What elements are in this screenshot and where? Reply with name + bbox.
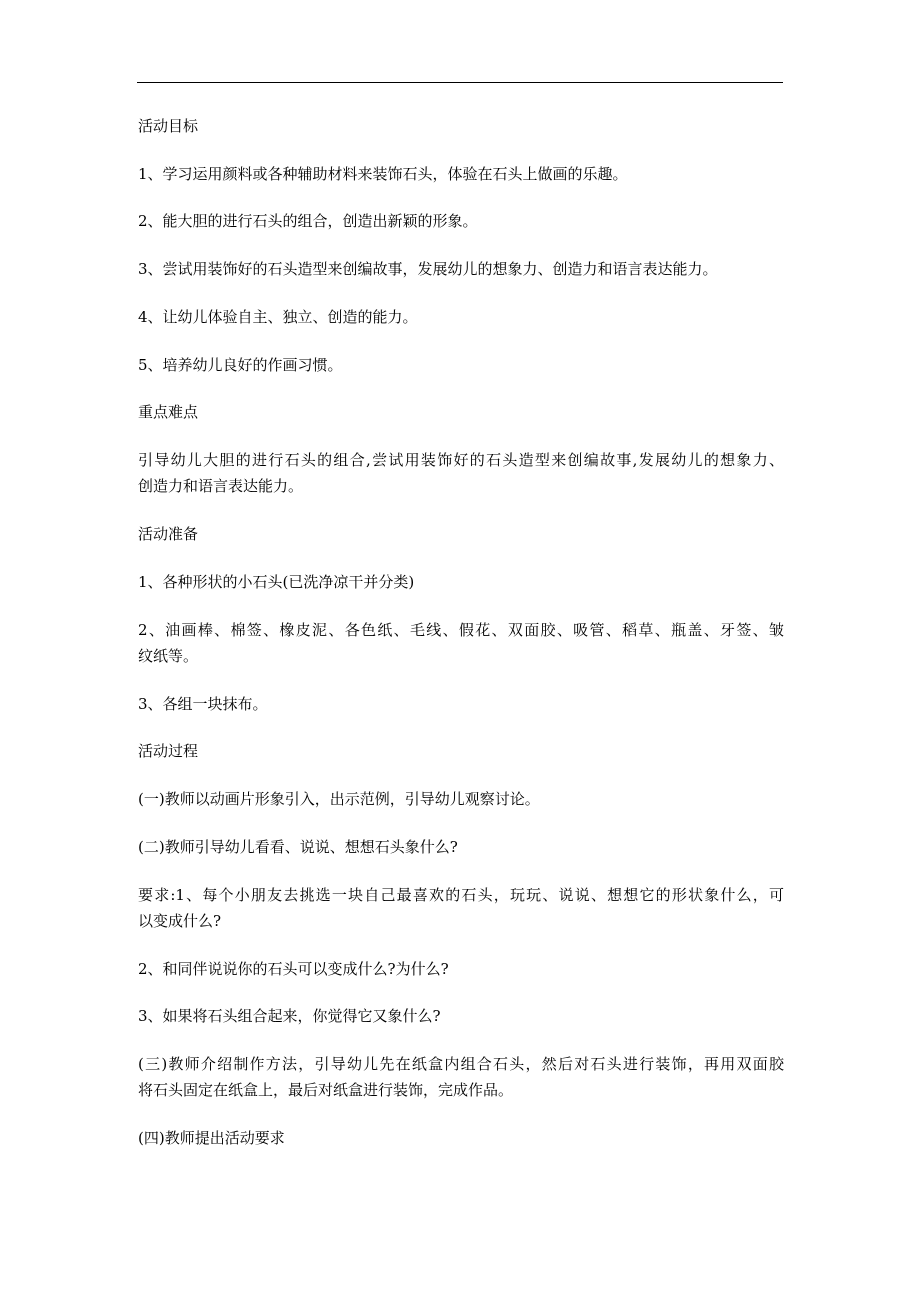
- objective-item-3: 3、尝试用装饰好的石头造型来创编故事，发展幼儿的想象力、创造力和语言表达能力。: [138, 260, 718, 278]
- preparation-item-3: 3、各组一块抹布。: [138, 695, 268, 713]
- keypoints-text-line-2: 创造力和语言表达能力。: [138, 477, 304, 495]
- objective-item-4: 4、让幼儿体验自主、独立、创造的能力。: [138, 308, 418, 326]
- process-requirement-2: 2、和同伴说说你的石头可以变成什么?为什么?: [138, 960, 449, 978]
- process-step-3-line-1: (三)教师介绍制作方法，引导幼儿先在纸盒内组合石头，然后对石头进行装饰，再用双面胶: [138, 1055, 784, 1073]
- process-requirement-1-line-2: 以变成什么?: [138, 912, 222, 930]
- process-requirement-3: 3、如果将石头组合起来，你觉得它又象什么?: [138, 1007, 441, 1025]
- preparation-item-2-line-2: 纹纸等。: [138, 647, 199, 665]
- preparation-heading: 活动准备: [138, 525, 199, 543]
- process-requirement-1-line-1: 要求:1、每个小朋友去挑选一块自己最喜欢的石头，玩玩、说说、想想它的形状象什么，可: [138, 886, 784, 904]
- process-step-1: (一)教师以动画片形象引入，出示范例，引导幼儿观察讨论。: [138, 790, 540, 808]
- process-step-2: (二)教师引导幼儿看看、说说、想想石头象什么?: [138, 838, 458, 856]
- process-step-3-line-2: 将石头固定在纸盒上，最后对纸盒进行装饰，完成作品。: [138, 1081, 514, 1099]
- keypoints-heading: 重点难点: [138, 403, 199, 421]
- objective-item-2: 2、能大胆的进行石头的组合，创造出新颖的形象。: [138, 212, 478, 230]
- process-step-4: (四)教师提出活动要求: [138, 1129, 285, 1147]
- preparation-item-1: 1、各种形状的小石头(已洗净凉干并分类): [138, 573, 415, 591]
- objective-item-1: 1、学习运用颜料或各种辅助材料来装饰石头，体验在石头上做画的乐趣。: [138, 165, 628, 183]
- process-heading: 活动过程: [138, 742, 199, 760]
- keypoints-text-line-1: 引导幼儿大胆的进行石头的组合,尝试用装饰好的石头造型来创编故事,发展幼儿的想象力、: [138, 451, 784, 469]
- objective-item-5: 5、培养幼儿良好的作画习惯。: [138, 356, 343, 374]
- preparation-item-2-line-1: 2、油画棒、棉签、橡皮泥、各色纸、毛线、假花、双面胶、吸管、稻草、瓶盖、牙签、皱: [138, 621, 784, 639]
- header-rule: [137, 82, 783, 83]
- objectives-heading: 活动目标: [138, 117, 199, 135]
